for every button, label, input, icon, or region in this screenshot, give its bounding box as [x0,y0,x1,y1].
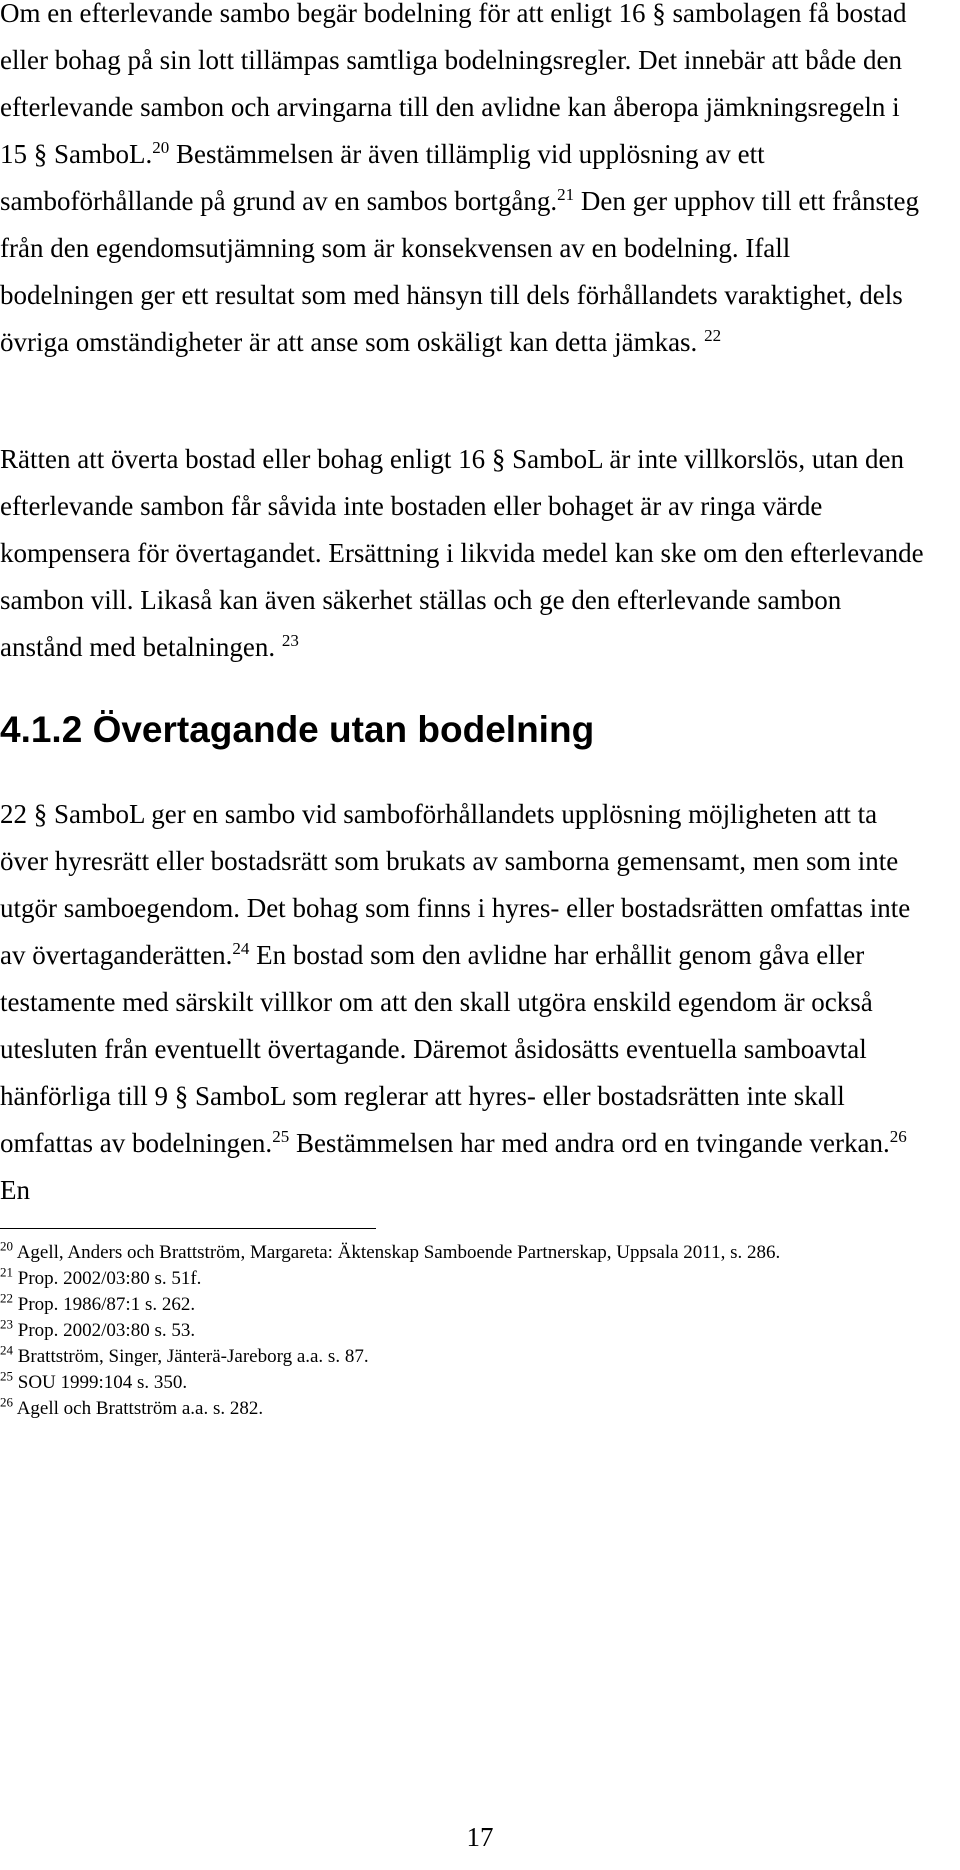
footnote-item [0,1266,940,1292]
paragraph-text: Bestämmelsen har med andra ord en tvingande verkan. [289,1128,890,1158]
footnote-text: Prop. 2002/03:80 s. 53. [17,1320,196,1341]
footnote-reference-25: 25 [272,1127,290,1146]
body-paragraph-1 [0,0,930,366]
footnote-number: 25 [0,1368,13,1384]
paragraph-text: En bostad som den avlidne har erhållit genom gåva eller testamente med särskilt villkor om att den skall utgöra enskild egendom är också utesluten från eventuellt övertagande. Däremot åsidosätts eventuella samboavtal hänförliga till 9 § SamboL som reglerar att hyres- eller bostadsrätten inte skall omfattas av bodelningen. [0,940,873,1158]
footnote-text: SOU 1999:104 s. 350. [17,1372,188,1393]
page-number: 17 [466,1822,494,1852]
paragraph-text: Bestämmelsen är även tillämplig vid upplösning av ett samboförhållande på grund av en sambos bortgång. [0,139,765,216]
footnote-number: 22 [0,1290,13,1306]
footnote-item [0,1240,940,1266]
footnote-number: 23 [0,1316,13,1332]
footnote-reference-26: 26 [889,1127,907,1146]
footnote-text: Brattström, Singer, Jänterä-Jareborg a.a. s. 87. [17,1346,369,1367]
paragraph-text: 22 § SamboL ger en sambo vid samboförhållandets upplösning möjligheten att ta över hyresrätt eller bostadsrätt som brukats av samborna gemensamt, men som inte utgör samboegendom. Det bohag som finns i hyres- eller bostadsrätten omfattas inte av övertaganderätten. [0,799,911,970]
body-paragraph-2 [0,436,930,671]
footnote-reference-21: 21 [557,185,575,204]
paragraph-text: Rätten att överta bostad eller bohag enligt 16 § SamboL är inte villkorslös, utan den efterlevande sambon får såvida inte bostaden eller bohaget är av ringa värde kompensera för övertagandet. Ersättning i likvida medel kan ske om den efterlevande sambon vill. Likaså kan även säkerhet ställas och ge den efterlevande sambon anstånd med betalningen. [0,444,924,662]
section-heading: 4.1.2 Övertagande utan bodelning [0,709,595,750]
footnote-text: Prop. 2002/03:80 s. 51f. [17,1268,202,1289]
footnote-reference-23: 23 [281,631,299,650]
body-paragraph-3 [0,791,930,1214]
footnote-number: 20 [0,1238,13,1254]
footnote-item [0,1318,940,1344]
footnote-separator [0,1228,376,1229]
footnote-number: 26 [0,1394,13,1410]
footnote-reference-24: 24 [232,939,250,958]
footnote-reference-22: 22 [704,326,722,345]
footnote-item [0,1292,940,1318]
footnote-text: Agell, Anders och Brattström, Margareta: Äktenskap Samboende Partnerskap, Uppsala 2011, s. 286. [16,1242,781,1263]
footnote-number: 24 [0,1342,13,1358]
paragraph-text: Om en efterlevande sambo begär bodelning för att enligt 16 § sambolagen få bostad eller bohag på sin lott tillämpas samtliga bodelningsregler. Det innebär att både den efterlevande sambon och arvingarna till den avlidne kan åberopa jämkningsregeln i 15 § SamboL. [0,0,907,169]
footnote-number: 21 [0,1264,13,1280]
footnote-item [0,1370,940,1396]
footnote-reference-20: 20 [152,138,170,157]
footnote-item [0,1396,940,1422]
footnote-text: Prop. 1986/87:1 s. 262. [17,1294,196,1315]
paragraph-text: Den ger upphov till ett frånsteg från den egendomsutjämning som är konsekvensen av en bodelning. Ifall bodelningen ger ett resultat som med hänsyn till dels förhållandets varaktighet, dels övriga omständigheter är att anse som oskäligt kan detta jämkas. [0,186,920,357]
paragraph-text: En [0,1175,30,1205]
footnote-item [0,1344,940,1370]
footnote-text: Agell och Brattström a.a. s. 282. [16,1398,264,1419]
footnotes [0,1240,940,1422]
